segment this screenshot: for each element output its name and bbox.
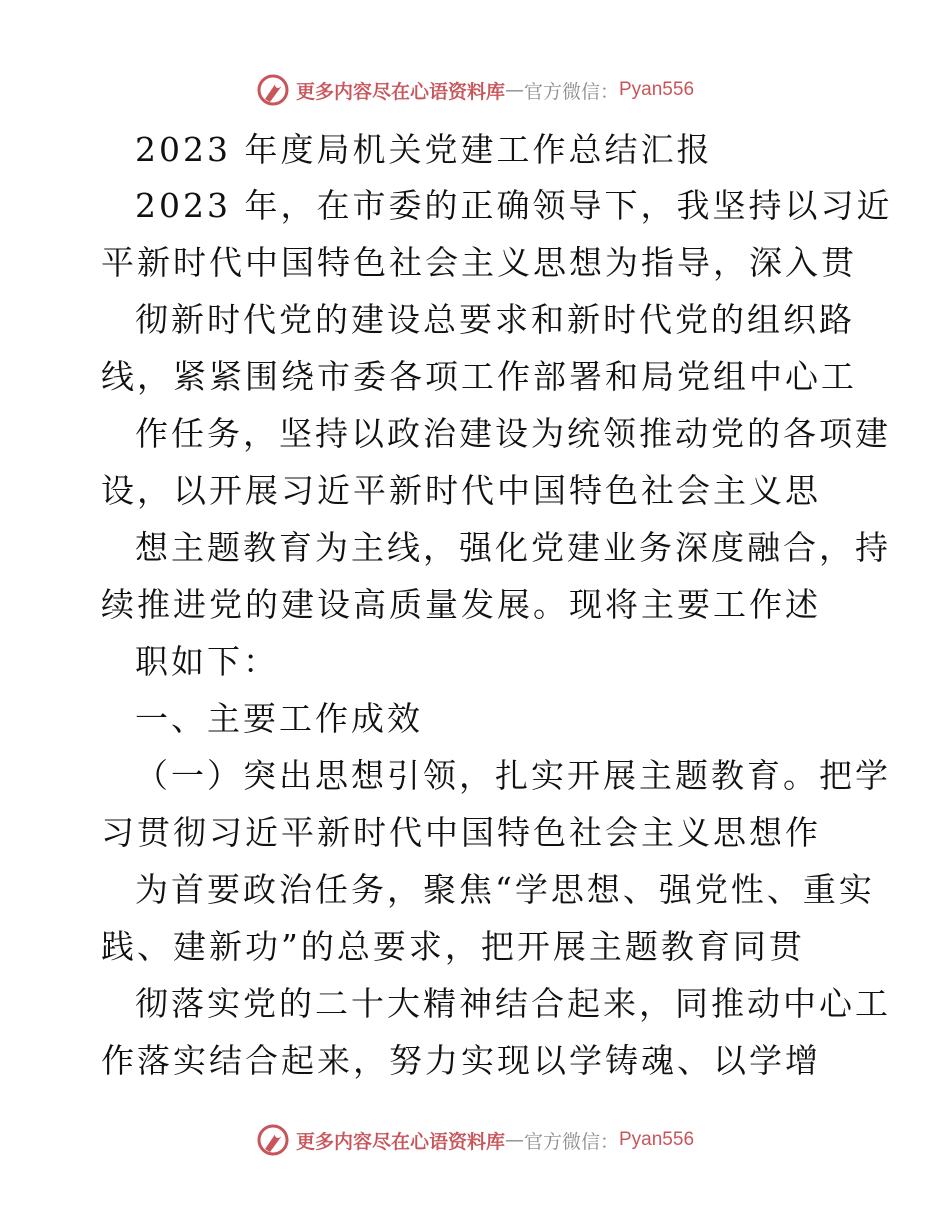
text-line: 线，紧紧围绕市委各项工作部署和局党组中心工 — [101, 357, 857, 396]
text-line: 作落实结合起来，努力实现以学铸魂、以学增 — [101, 1041, 821, 1080]
header-watermark — [0, 70, 950, 110]
footer-watermark — [0, 1120, 950, 1160]
text-line: 设，以开展习近平新时代中国特色社会主义思 — [101, 471, 821, 510]
text-line: 平新时代中国特色社会主义思想为指导，深入贯 — [101, 243, 857, 282]
watermark-wechat-id: Pyan556 — [619, 1129, 695, 1150]
text-line: 践、建新功”的总要求，把开展主题教育同贯 — [101, 927, 805, 966]
watermark-official-label: 官方微信： — [523, 1130, 619, 1153]
watermark-main-text: 更多内容尽在心语资料库 — [295, 1130, 505, 1153]
text-line: 彻落实党的二十大精神结合起来，同推动中心工 — [135, 984, 891, 1023]
watermark-main-text: 更多内容尽在心语资料库 — [295, 80, 505, 103]
text-line: 想主题教育为主线，强化党建业务深度融合，持 — [135, 528, 891, 567]
watermark-dash: — — [504, 79, 524, 101]
watermark-dash: — — [504, 1129, 524, 1151]
pen-logo-icon — [256, 1123, 290, 1157]
text-line: 习贯彻习近平新时代中国特色社会主义思想作 — [101, 813, 821, 852]
text-line: （一）突出思想引领，扎实开展主题教育。把学 — [135, 756, 891, 795]
text-line: 作任务，坚持以政治建设为统领推动党的各项建 — [135, 414, 891, 453]
text-line: 彻新时代党的建设总要求和新时代党的组织路 — [135, 300, 855, 339]
document-title: 2023 年度局机关党建工作总结汇报 — [135, 130, 713, 169]
watermark-wechat-id: Pyan556 — [619, 79, 695, 100]
pen-logo-icon — [256, 73, 290, 107]
text-line: 职如下： — [135, 642, 279, 681]
text-line: 2023 年，在市委的正确领导下，我坚持以习近 — [135, 186, 893, 225]
text-line: 为首要政治任务，聚焦“学思想、强党性、重实 — [135, 870, 875, 909]
section-heading: 一、主要工作成效 — [135, 699, 423, 738]
watermark-official-label: 官方微信： — [523, 80, 619, 103]
text-line: 续推进党的建设高质量发展。现将主要工作述 — [101, 585, 821, 624]
